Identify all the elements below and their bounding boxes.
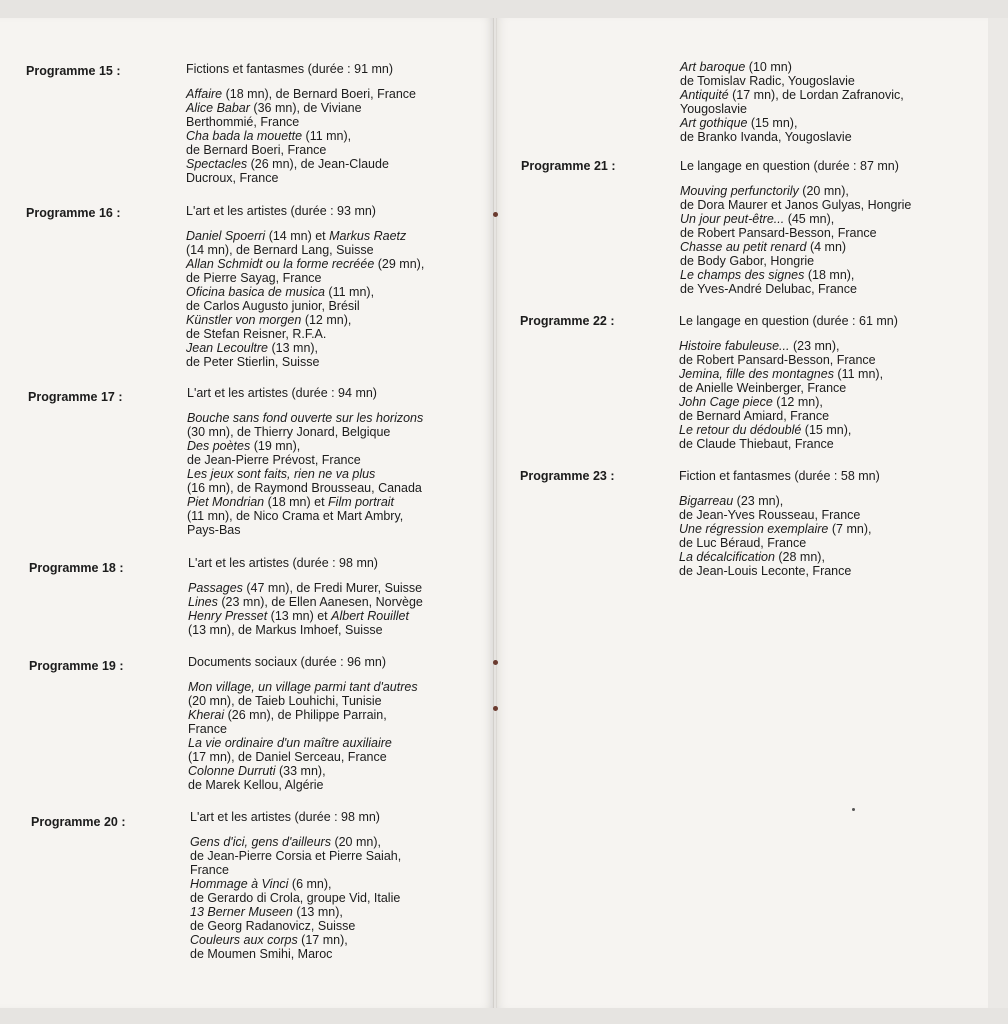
film-entry-line [186, 257, 486, 271]
programme-body [188, 655, 488, 792]
film-credit: (18 mn) et [264, 495, 329, 509]
film-credit: de Peter Stierlin, Suisse [186, 355, 320, 369]
film-title: Künstler von morgen [186, 313, 302, 327]
film-credit: de Body Gabor, Hongrie [680, 254, 815, 268]
film-entry-line [187, 453, 487, 467]
film-title: Cha bada la mouette [186, 129, 303, 143]
programme-heading: L'art et les artistes (durée : 93 mn) [186, 204, 376, 218]
film-entry-line [679, 367, 979, 381]
film-entry-line [186, 101, 486, 115]
staple-hole [493, 660, 498, 665]
programme-body [188, 556, 488, 637]
film-list [680, 60, 980, 144]
film-credit: de Gerardo di Crola, groupe Vid, Italie [190, 891, 401, 905]
film-title: Passages [188, 581, 243, 595]
film-title: Gens d'ici, gens d'ailleurs [190, 835, 331, 849]
film-entry-line [186, 285, 486, 299]
film-entry-line [186, 313, 486, 327]
film-title: Kherai [188, 708, 225, 722]
film-credit: (36 mn), de Viviane [249, 101, 362, 115]
film-credit: (47 mn), de Fredi Murer, Suisse [242, 581, 423, 595]
film-entry-line [188, 694, 488, 708]
film-credit: de Robert Pansard-Besson, France [679, 353, 876, 367]
film-credit: France [190, 863, 229, 877]
film-entry-line [190, 877, 490, 891]
film-credit: (10 mn) [745, 60, 792, 74]
film-credit: de Bernard Amiard, France [679, 409, 830, 423]
film-title: Le champs des signes [680, 268, 805, 282]
film-credit: de Jean-Pierre Corsia et Pierre Saiah, [190, 849, 402, 863]
film-entry-line [679, 536, 979, 550]
film-credit: (4 mn) [806, 240, 847, 254]
film-credit: (13 mn), [268, 341, 319, 355]
film-entry-line [190, 863, 490, 877]
programme-body [186, 204, 486, 369]
film-list [679, 494, 979, 578]
film-credit: (13 mn), de Markus Imhoef, Suisse [188, 623, 383, 637]
film-title: Spectacles [186, 157, 248, 171]
film-title: Film portrait [328, 495, 395, 509]
film-title: John Cage piece [679, 395, 773, 409]
film-entry-line [680, 74, 980, 88]
film-credit: (17 mn), [297, 933, 348, 947]
film-entry-line [188, 680, 488, 694]
programme-heading: L'art et les artistes (durée : 98 mn) [188, 556, 378, 570]
film-credit: de Stefan Reisner, R.F.A. [186, 327, 327, 341]
film-credit: de Luc Béraud, France [679, 536, 807, 550]
film-credit: (7 mn), [828, 522, 872, 536]
film-credit: de Branko Ivanda, Yougoslavie [680, 130, 852, 144]
film-entry-line [186, 143, 486, 157]
film-entry-line [188, 708, 488, 722]
film-credit: (14 mn), de Bernard Lang, Suisse [186, 243, 374, 257]
film-entry-line [680, 268, 980, 282]
programme-body [190, 810, 490, 961]
film-title: Lines [188, 595, 218, 609]
film-entry-line [679, 423, 979, 437]
film-credit: de Robert Pansard-Besson, France [680, 226, 877, 240]
film-credit: (18 mn), [804, 268, 855, 282]
film-entry-line [680, 130, 980, 144]
film-title: Hommage à Vinci [190, 877, 289, 891]
film-entry-line [679, 339, 979, 353]
film-credit: (16 mn), de Raymond Brousseau, Canada [187, 481, 422, 495]
film-title: Chasse au petit renard [680, 240, 807, 254]
film-entry-line [186, 271, 486, 285]
film-entry-line [680, 88, 980, 102]
film-credit: de Anielle Weinberger, France [679, 381, 847, 395]
film-entry-line [679, 550, 979, 564]
programme-heading: Le langage en question (durée : 87 mn) [680, 159, 899, 173]
film-title: La décalcification [679, 550, 775, 564]
film-credit: (17 mn), de Daniel Serceau, France [188, 750, 387, 764]
film-entry-line [187, 509, 487, 523]
film-entry-line [680, 198, 980, 212]
film-credit: (11 mn), [833, 367, 884, 381]
programme-label: Programme 21 : [521, 159, 616, 173]
film-entry-line [188, 778, 488, 792]
programme-body [187, 386, 487, 537]
film-entry-line [190, 849, 490, 863]
film-entry-line [680, 254, 980, 268]
programme-body [679, 314, 979, 451]
film-title: Daniel Spoerri [186, 229, 266, 243]
programme-body [679, 469, 979, 578]
staple-hole [493, 706, 498, 711]
film-title: Mon village, un village parmi tant d'autres [188, 680, 418, 694]
film-credit: (45 mn), [784, 212, 835, 226]
film-credit: Berthommié, France [186, 115, 300, 129]
film-title: Des poètes [187, 439, 251, 453]
film-entry-line [679, 508, 979, 522]
film-list [186, 87, 486, 185]
film-credit: de Jean-Pierre Prévost, France [187, 453, 361, 467]
film-entry-line [190, 835, 490, 849]
film-entry-line [190, 933, 490, 947]
film-credit: Ducroux, France [186, 171, 279, 185]
programme-label: Programme 15 : [26, 64, 121, 78]
film-credit: de Tomislav Radic, Yougoslavie [680, 74, 855, 88]
film-entry-line [679, 494, 979, 508]
film-credit: (11 mn), [324, 285, 375, 299]
film-credit: (33 mn), [275, 764, 326, 778]
film-credit: de Marek Kellou, Algérie [188, 778, 324, 792]
film-title: Affaire [186, 87, 223, 101]
film-credit: (13 mn), [292, 905, 343, 919]
film-entry-line [188, 595, 488, 609]
film-title: Mouving perfunctorily [680, 184, 799, 198]
film-entry-line [190, 947, 490, 961]
film-credit: (18 mn), de Bernard Boeri, France [222, 87, 416, 101]
film-credit: (26 mn), de Philippe Parrain, [224, 708, 387, 722]
film-credit: (23 mn), [789, 339, 840, 353]
film-entry-line [680, 102, 980, 116]
film-entry-line [679, 522, 979, 536]
film-entry-line [187, 523, 487, 537]
film-title: Jemina, fille des montagnes [679, 367, 834, 381]
film-entry-line [186, 355, 486, 369]
film-credit: (6 mn), [288, 877, 332, 891]
film-entry-line [188, 764, 488, 778]
film-list [187, 411, 487, 537]
programme-body [186, 62, 486, 185]
film-title: Un jour peut-être... [680, 212, 785, 226]
film-entry-line [680, 116, 980, 130]
film-credit: (15 mn), [747, 116, 798, 130]
film-title: Une régression exemplaire [679, 522, 829, 536]
film-entry-line [188, 609, 488, 623]
film-list [679, 339, 979, 451]
film-entry-line [679, 409, 979, 423]
programme-heading: Fictions et fantasmes (durée : 91 mn) [186, 62, 394, 76]
film-title: Albert Rouillet [331, 609, 409, 623]
film-entry-line [187, 467, 487, 481]
programme-heading: Documents sociaux (durée : 96 mn) [188, 655, 387, 669]
film-credit: (20 mn), de Taieb Louhichi, Tunisie [188, 694, 382, 708]
film-title: Les jeux sont faits, rien ne va plus [187, 467, 376, 481]
film-title: Bigarreau [679, 494, 734, 508]
film-entry-line [679, 395, 979, 409]
film-credit: (29 mn), [374, 257, 425, 271]
film-credit: (13 mn) et [267, 609, 332, 623]
film-entry-line [680, 282, 980, 296]
film-entry-line [186, 115, 486, 129]
film-title: Histoire fabuleuse... [679, 339, 790, 353]
film-title: Henry Presset [188, 609, 268, 623]
film-title: 13 Berner Museen [190, 905, 293, 919]
film-title: Oficina basica de musica [186, 285, 325, 299]
programme-label: Programme 22 : [520, 314, 615, 328]
paper-speck [852, 808, 855, 811]
film-credit: (20 mn), [330, 835, 381, 849]
film-title: Colonne Durruti [188, 764, 276, 778]
film-entry-line [680, 184, 980, 198]
programme-label: Programme 20 : [31, 815, 126, 829]
film-entry-line [187, 495, 487, 509]
film-credit: de Moumen Smihi, Maroc [190, 947, 333, 961]
programme-heading: L'art et les artistes (durée : 98 mn) [190, 810, 380, 824]
film-credit: (12 mn), [301, 313, 352, 327]
film-credit: de Bernard Boeri, France [186, 143, 327, 157]
film-entry-line [186, 229, 486, 243]
programme-label: Programme 19 : [29, 659, 124, 673]
film-credit: (19 mn), [250, 439, 301, 453]
film-credit: de Claude Thiebaut, France [679, 437, 834, 451]
film-credit: (11 mn), de Nico Crama et Mart Ambry, [187, 509, 404, 523]
film-entry-line [188, 623, 488, 637]
film-list [680, 184, 980, 296]
film-credit: (15 mn), [801, 423, 852, 437]
film-credit: Yougoslavie [680, 102, 747, 116]
programme-heading: Le langage en question (durée : 61 mn) [679, 314, 898, 328]
film-title: Antiquité [680, 88, 729, 102]
film-credit: de Carlos Augusto junior, Brésil [186, 299, 360, 313]
film-credit: de Dora Maurer et Janos Gulyas, Hongrie [680, 198, 912, 212]
film-list [190, 835, 490, 961]
film-entry-line [679, 564, 979, 578]
film-credit: (23 mn), de Ellen Aanesen, Norvège [217, 595, 423, 609]
film-credit: (11 mn), [302, 129, 352, 143]
film-credit: (30 mn), de Thierry Jonard, Belgique [187, 425, 391, 439]
film-entry-line [679, 353, 979, 367]
film-credit: de Georg Radanovicz, Suisse [190, 919, 356, 933]
programme-label: Programme 17 : [28, 390, 123, 404]
film-credit: (14 mn) et [265, 229, 330, 243]
film-credit: (20 mn), [798, 184, 849, 198]
film-credit: (17 mn), de Lordan Zafranovic, [728, 88, 904, 102]
film-title: La vie ordinaire d'un maître auxiliaire [188, 736, 392, 750]
film-entry-line [680, 226, 980, 240]
film-list [186, 229, 486, 369]
film-title: Art gothique [680, 116, 748, 130]
programme-label: Programme 18 : [29, 561, 124, 575]
film-entry-line [190, 919, 490, 933]
programme-heading: Fiction et fantasmes (durée : 58 mn) [679, 469, 880, 483]
film-credit: (23 mn), [733, 494, 784, 508]
film-entry-line [186, 327, 486, 341]
film-list [188, 680, 488, 792]
film-credit: de Jean-Yves Rousseau, France [679, 508, 861, 522]
staple-hole [493, 212, 498, 217]
programme-label: Programme 16 : [26, 206, 121, 220]
film-entry-line [187, 481, 487, 495]
page-edge [988, 18, 1008, 1008]
film-credit: (28 mn), [774, 550, 825, 564]
film-entry-line [186, 341, 486, 355]
film-entry-line [679, 437, 979, 451]
film-entry-line [187, 439, 487, 453]
film-title: Art baroque [680, 60, 746, 74]
film-entry-line [186, 129, 486, 143]
film-credit: France [188, 722, 227, 736]
film-title: Markus Raetz [329, 229, 407, 243]
film-credit: de Jean-Louis Leconte, France [679, 564, 852, 578]
film-entry-line [190, 905, 490, 919]
film-entry-line [188, 581, 488, 595]
programme-body [680, 159, 980, 296]
film-entry-line [680, 60, 980, 74]
film-entry-line [188, 736, 488, 750]
film-title: Couleurs aux corps [190, 933, 298, 947]
film-credit: (12 mn), [772, 395, 823, 409]
film-entry-line [186, 299, 486, 313]
film-entry-line [186, 157, 486, 171]
film-credit: de Pierre Sayag, France [186, 271, 322, 285]
film-entry-line [190, 891, 490, 905]
film-entry-line [679, 381, 979, 395]
programme-body [680, 60, 980, 144]
film-entry-line [187, 425, 487, 439]
film-entry-line [186, 243, 486, 257]
film-title: Allan Schmidt ou la forme recréée [186, 257, 375, 271]
film-entry-line [680, 212, 980, 226]
programme-heading: L'art et les artistes (durée : 94 mn) [187, 386, 377, 400]
film-entry-line [188, 722, 488, 736]
film-entry-line [186, 87, 486, 101]
film-list [188, 581, 488, 637]
film-credit: de Yves-André Delubac, France [680, 282, 857, 296]
film-title: Bouche sans fond ouverte sur les horizons [187, 411, 424, 425]
film-title: Alice Babar [186, 101, 250, 115]
film-title: Piet Mondrian [187, 495, 265, 509]
film-credit: Pays-Bas [187, 523, 241, 537]
film-entry-line [188, 750, 488, 764]
film-title: Le retour du dédoublé [679, 423, 802, 437]
film-entry-line [680, 240, 980, 254]
film-entry-line [187, 411, 487, 425]
film-title: Jean Lecoultre [186, 341, 269, 355]
programme-label: Programme 23 : [520, 469, 615, 483]
film-entry-line [186, 171, 486, 185]
film-credit: (26 mn), de Jean-Claude [247, 157, 389, 171]
